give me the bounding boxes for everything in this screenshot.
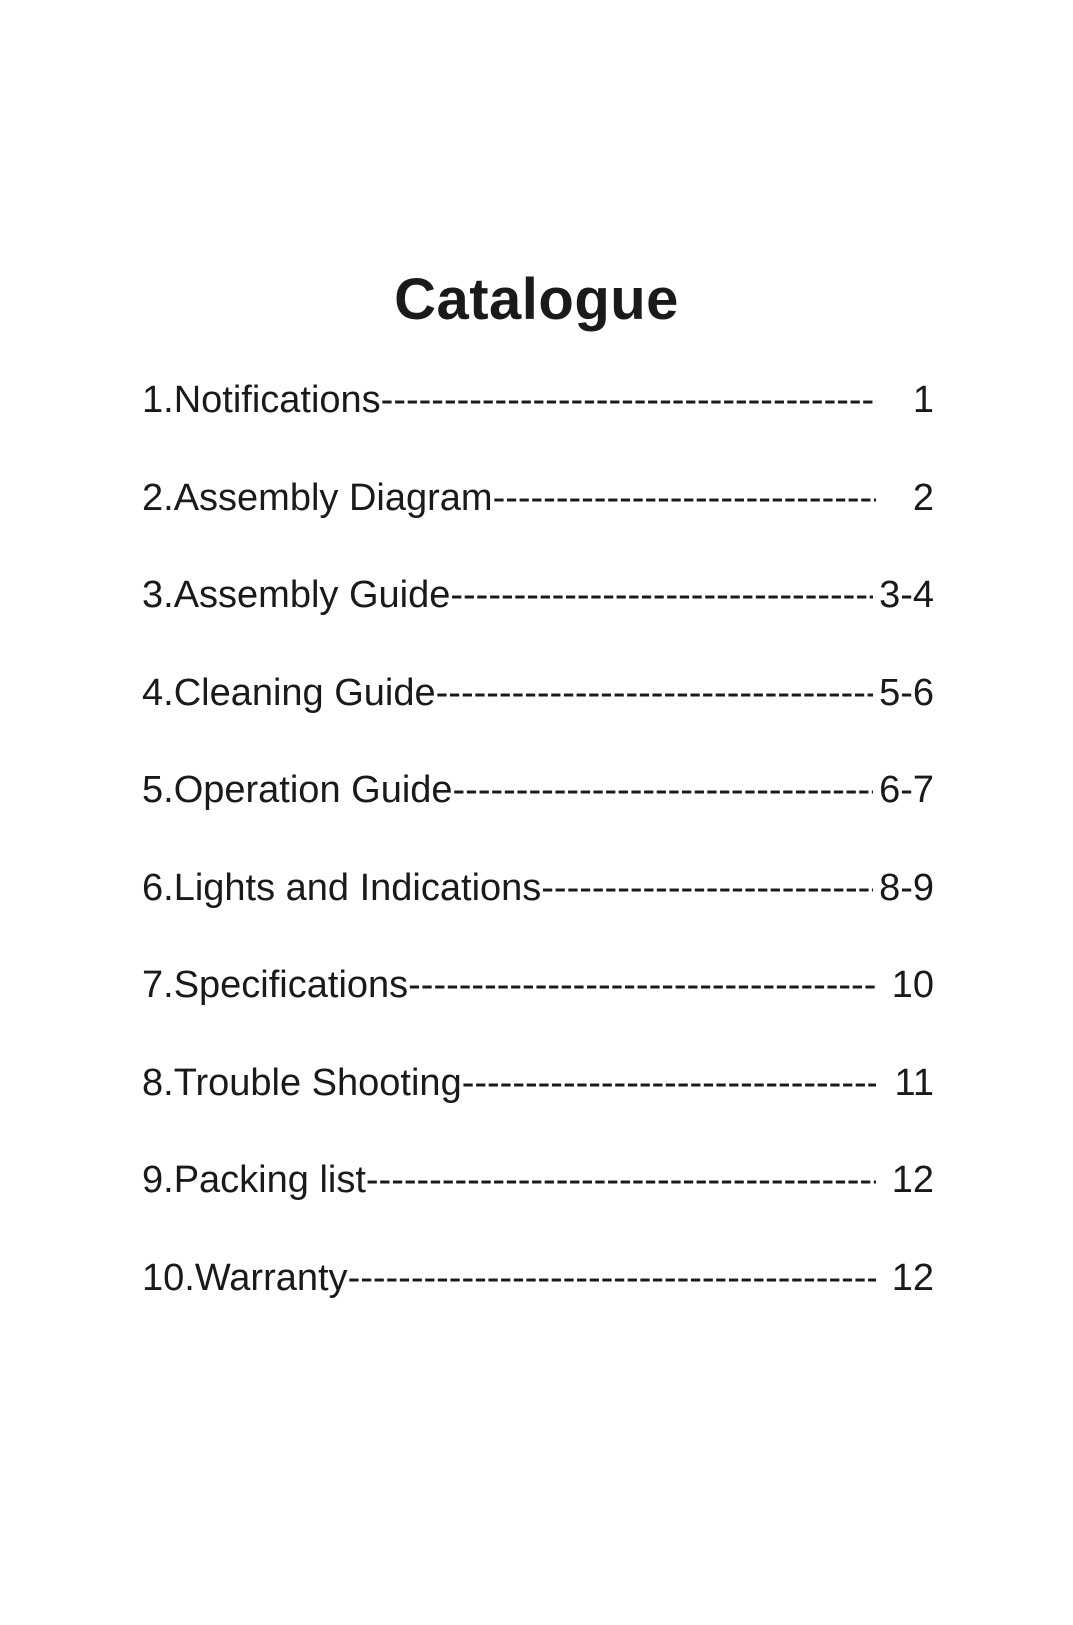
toc-entry-trouble-shooting [142,1063,934,1161]
toc-entry-page: 3-4 [879,574,934,616]
toc-entry-lights-and-indications [142,868,934,966]
toc-dot-leader [541,868,873,910]
toc-entry-notifications [142,380,934,478]
toc-entry-page: 1 [912,379,934,421]
toc-entry-label: 4.Cleaning Guide [142,671,436,714]
toc-entry-label: 9.Packing list [142,1159,366,1201]
toc-dot-leader [453,770,874,812]
toc-entry-label: 5.Operation Guide [142,769,453,811]
toc-dot-leader [348,1258,876,1300]
toc-dot-leader [436,673,873,715]
toc-entry-label: 7.Specifications [142,964,409,1006]
toc-dot-leader [366,1160,876,1202]
toc-dot-leader [381,380,876,422]
toc-entry-label: 8.Trouble Shooting [142,1061,462,1104]
toc-dot-leader [462,1063,876,1105]
toc-entry-operation-guide [142,770,934,868]
toc-entry-cleaning-guide [142,673,934,771]
toc-entry-page: 8-9 [879,866,934,909]
toc-entry-page: 2 [912,476,934,519]
toc-entry-assembly-guide [142,575,934,673]
toc-dot-leader [493,478,876,520]
toc-entry-warranty [142,1258,934,1356]
toc-entry-assembly-diagram [142,478,934,576]
toc-entry-label: 6.Lights and Indications [142,866,542,909]
toc-dot-leader [450,575,873,617]
toc-entry-page: 12 [891,1159,934,1201]
toc-entry-page: 11 [894,1061,934,1104]
toc-entry-packing-list [142,1160,934,1258]
page-title: Catalogue [394,266,679,332]
toc-entry-label: 10.Warranty [142,1256,348,1299]
table-of-contents [142,380,934,1355]
toc-entry-page: 10 [891,964,934,1006]
toc-entry-label: 3.Assembly Guide [142,574,451,616]
toc-entry-label: 1.Notifications [142,379,381,421]
toc-entry-page: 12 [891,1256,934,1299]
toc-dot-leader [408,965,876,1007]
toc-entry-page: 5-6 [879,671,934,714]
toc-entry-label: 2.Assembly Diagram [142,476,493,519]
toc-entry-page: 6-7 [879,769,934,811]
toc-entry-specifications [142,965,934,1063]
